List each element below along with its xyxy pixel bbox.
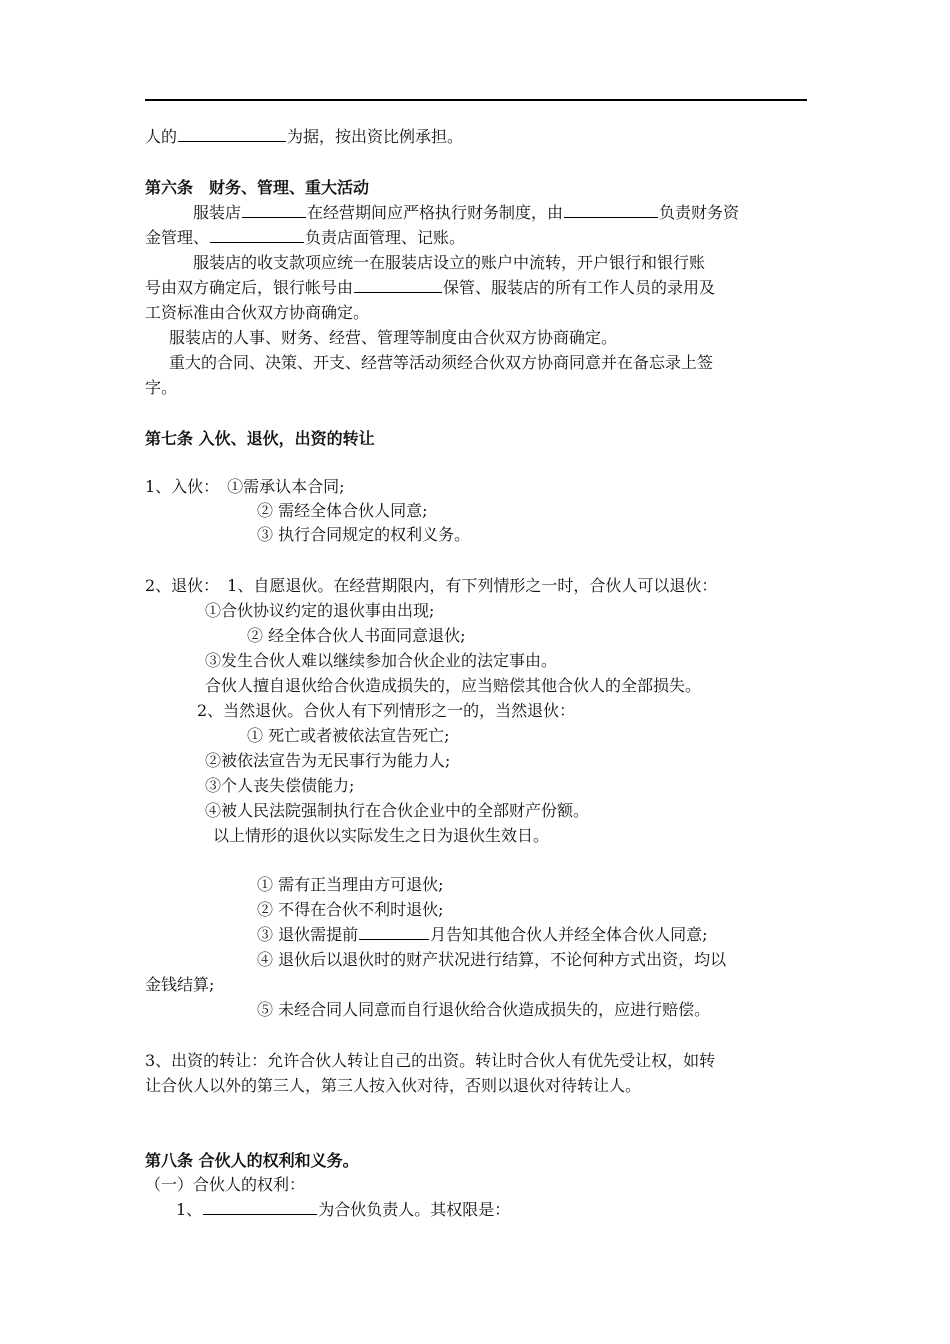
- quit-item: 以上情形的退伙以实际发生之日为退伙生效日。: [213, 826, 550, 845]
- quit-item: 合伙人擅自退伙给合伙造成损失的，应当赔偿其他合伙人的全部损失。: [205, 676, 702, 695]
- quit-item: 2、当然退伙。合伙人有下列情形之一的，当然退伙：: [197, 701, 576, 720]
- paragraph-line: 1、 为合伙负责人。其权限是：: [176, 1200, 511, 1219]
- condition-item: 金钱结算;: [145, 975, 215, 994]
- condition-item: ① 需有正当理由方可退伙;: [257, 875, 444, 894]
- article-7-title: 第七条 入伙、退伙，出资的转让: [145, 429, 375, 448]
- top-divider: [145, 99, 807, 101]
- quit-item: ②被依法宣告为无民事行为能力人;: [205, 751, 451, 770]
- article-8-title: 第八条 合伙人的权利和义务。: [145, 1151, 359, 1170]
- fill-blank: [354, 278, 442, 293]
- fill-blank: [210, 228, 304, 243]
- paragraph-line: 工资标准由合伙双方协商确定。: [145, 303, 370, 322]
- quit-item: ③发生合伙人难以继续参加合伙企业的法定事由。: [205, 651, 558, 670]
- join-item: ② 需经全体合伙人同意;: [257, 501, 428, 520]
- fill-blank: [359, 925, 429, 940]
- quit-item: ④被人民法院强制执行在合伙企业中的全部财产份额。: [205, 801, 590, 820]
- condition-item: ④ 退伙后以退伙时的财产状况进行结算，不论何种方式出资，均以: [257, 950, 727, 969]
- paragraph-line: 人的 为据，按出资比例承担。: [145, 127, 464, 146]
- paragraph-line: 服装店的收支款项应统一在服装店设立的账户中流转，开户银行和银行账: [193, 253, 706, 272]
- fill-blank: [564, 203, 658, 218]
- article-6-title: 第六条 财务、管理、重大活动: [145, 178, 370, 197]
- condition-item: ② 不得在合伙不利时退伙;: [257, 900, 444, 919]
- join-item: ③ 执行合同规定的权利义务。: [257, 525, 471, 544]
- join-item: 1、入伙： ①需承认本合同;: [145, 477, 345, 496]
- quit-item: ①合伙协议约定的退伙事由出现;: [205, 601, 435, 620]
- condition-item: ⑤ 未经合同人同意而自行退伙给合伙造成损失的，应进行赔偿。: [257, 1000, 711, 1019]
- paragraph-line: 号由双方确定后，银行帐号由 保管、服装店的所有工作人员的录用及: [145, 278, 716, 297]
- fill-blank: [242, 203, 306, 218]
- paragraph-line: 金管理、 负责店面管理、记账。: [145, 228, 466, 247]
- quit-item: ③个人丧失偿债能力;: [205, 776, 355, 795]
- paragraph-line: 3、出资的转让：允许合伙人转让自己的出资。转让时合伙人有优先受让权，如转: [145, 1051, 716, 1070]
- fill-blank: [178, 127, 286, 142]
- quit-item: ② 经全体合伙人书面同意退伙;: [247, 626, 466, 645]
- quit-item: ① 死亡或者被依法宣告死亡;: [247, 726, 450, 745]
- fill-blank: [203, 1200, 317, 1215]
- paragraph-line: 让合伙人以外的第三人，第三人按入伙对待，否则以退伙对待转让人。: [145, 1076, 642, 1095]
- paragraph-line: 服装店的人事、财务、经营、管理等制度由合伙双方协商确定。: [169, 328, 618, 347]
- condition-item: ③ 退伙需提前 月告知其他合伙人并经全体合伙人同意;: [257, 925, 708, 944]
- quit-item: 2、退伙： 1、自愿退伙。在经营期限内，有下列情形之一时，合伙人可以退伙：: [145, 576, 718, 595]
- paragraph-line: 服装店 在经营期间应严格执行财务制度，由 负责财务资: [193, 203, 740, 222]
- paragraph-line: 字。: [145, 378, 178, 397]
- paragraph-line: 重大的合同、决策、开支、经营等活动须经合伙双方协商同意并在备忘录上签: [169, 353, 714, 372]
- subsection-title: （一）合伙人的权利：: [145, 1175, 306, 1194]
